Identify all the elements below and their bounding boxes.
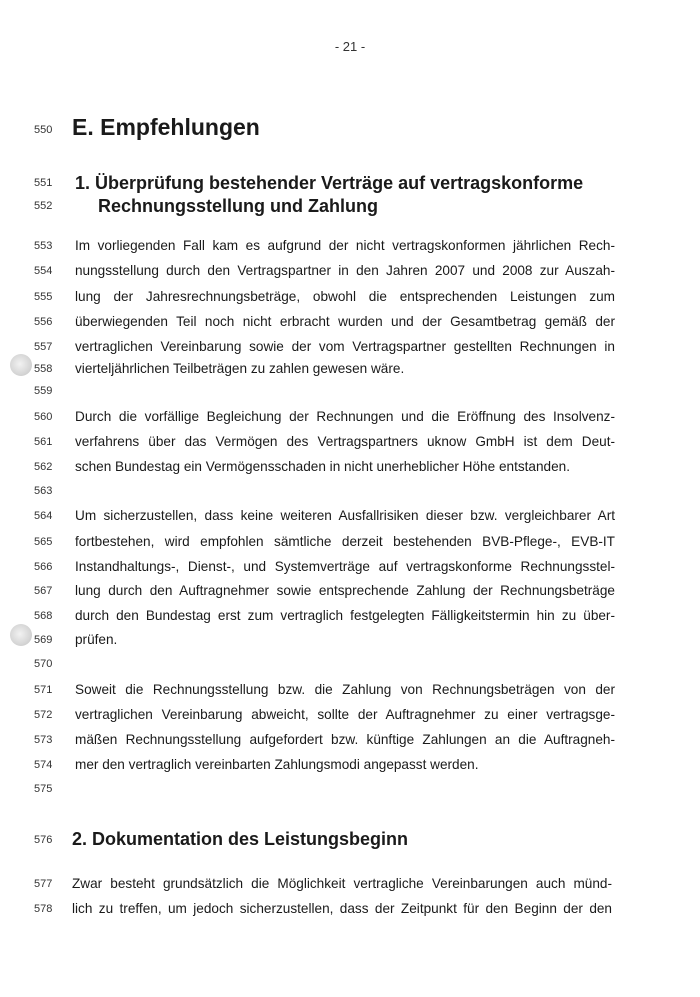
paragraph-3-line: Instandhaltungs-, Dienst-, und Systemverträge auf vertragskonforme Rechnungsstel- [75,559,615,574]
line-number: 577 [34,878,53,890]
line-number: 567 [34,585,53,597]
paragraph-3-line: Um sicherzustellen, dass keine weiteren Ausfallrisiken dieser bzw. vergleichbarer Art [75,508,615,523]
line-number: 553 [34,240,53,252]
punch-hole-top [10,354,32,376]
paragraph-4-line: Soweit die Rechnungsstellung bzw. die Zahlung von Rechnungsbeträgen von der [75,682,615,697]
paragraph-5-line: Zwar besteht grundsätzlich die Möglichkeit vertragliche Vereinbarungen auch münd- [72,876,612,891]
line-number: 550 [34,124,53,136]
subsection-heading-1-line-2: Rechnungsstellung und Zahlung [98,196,378,216]
paragraph-1-line: nungsstellung durch den Vertragspartner in den Jahren 2007 und 2008 zur Auszah- [75,263,615,278]
line-number: 561 [34,436,53,448]
subsection-heading-2: 2. Dokumentation des Leistungsbeginn [72,829,409,849]
subsection-heading-1-line-1: 1. Überprüfung bestehender Verträge auf vertragskonforme [75,173,584,193]
line-number: 557 [34,341,53,353]
paragraph-1-line: Im vorliegenden Fall kam es aufgrund der nicht vertragskonformen jährlichen Rech- [75,238,615,253]
line-number: 552 [34,200,53,212]
section-heading: E. Empfehlungen [72,114,260,140]
line-number: 575 [34,783,53,795]
paragraph-4-line: vertraglichen Vereinbarung abweicht, sollte der Auftragnehmer zu einer vertragsge- [75,707,615,722]
line-number: 559 [34,385,53,397]
paragraph-3-line: lung durch den Auftragnehmer sowie entsprechende Zahlung der Rechnungsbeträge [75,583,615,598]
line-number: 576 [34,834,53,846]
page-number: - 21 - [334,39,366,54]
line-number: 565 [34,536,53,548]
line-number: 573 [34,734,53,746]
paragraph-4-line: mer den vertraglich vereinbarten Zahlungsmodi angepasst werden. [75,757,479,772]
line-number: 563 [34,485,53,497]
line-number: 570 [34,658,53,670]
line-number: 574 [34,759,53,771]
line-number: 556 [34,316,53,328]
paragraph-1-line: überwiegenden Teil noch nicht erbracht wurden und der Gesamtbetrag gemäß der [75,314,615,329]
paragraph-1-line: vierteljährlichen Teilbeträgen zu zahlen gewesen wäre. [75,361,405,376]
paragraph-2-line: schen Bundestag ein Vermögensschaden in nicht unerheblicher Höhe entstanden. [75,459,571,474]
paragraph-1-line: lung der Jahresrechnungsbeträge, obwohl die entsprechenden Leistungen zum [75,289,615,304]
line-number: 568 [34,610,53,622]
paragraph-1-line: vertraglichen Vereinbarung sowie der vom Vertragspartner gestellten Rechnungen in [75,339,615,354]
line-number: 572 [34,709,53,721]
line-number: 578 [34,903,53,915]
line-number: 562 [34,461,53,473]
line-number: 566 [34,561,53,573]
line-number: 571 [34,684,53,696]
paragraph-4-line: mäßen Rechnungsstellung aufgefordert bzw. künftige Zahlungen an die Auftragneh- [75,732,615,747]
paragraph-3-line: prüfen. [75,632,118,647]
line-number: 551 [34,177,53,189]
paragraph-2-line: Durch die vorfällige Begleichung der Rechnungen und die Eröffnung des Insolvenz- [75,409,615,424]
line-number: 554 [34,265,53,277]
paragraph-3-line: durch den Bundestag erst zum vertraglich festgelegten Fälligkeitstermin hin zu über- [75,608,615,623]
paragraph-5-line: lich zu treffen, um jedoch sicherzustellen, dass der Zeitpunkt für den Beginn der den [72,901,612,916]
punch-hole-bottom [10,624,32,646]
line-number: 560 [34,411,53,423]
line-number: 564 [34,510,53,522]
line-number: 569 [34,634,53,646]
paragraph-2-line: verfahrens über das Vermögen des Vertragspartners uknow GmbH ist dem Deut- [75,434,615,449]
line-number: 558 [34,363,53,375]
paragraph-3-line: fortbestehen, wird empfohlen sämtliche derzeit bestehenden BVB-Pflege-, EVB-IT [75,534,615,549]
line-number: 555 [34,291,53,303]
